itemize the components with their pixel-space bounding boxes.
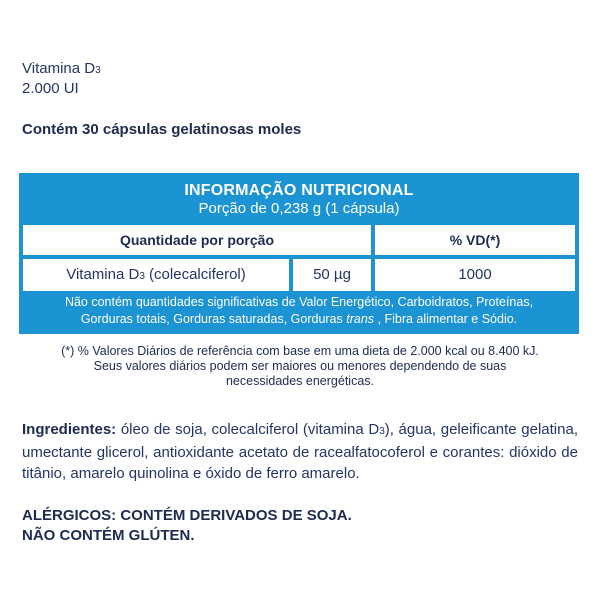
product-name xyxy=(22,60,101,77)
daily-values-note xyxy=(30,344,570,389)
note-line-3: necessidades energéticas. xyxy=(225,374,374,388)
footer-line-1: Não contém quantidades significativas de Valor Energético, Carboidratos, Proteínas, xyxy=(64,295,534,309)
ingredients-label: Ingredientes: xyxy=(22,421,117,438)
ingredients-part-2: ), água, geleificante gelatina, umectante glicerol, antioxidante acetato de racealfatocoferol e corantes: dióxido de titânio, amarelo quinolina e óxido de ferro amarelo. xyxy=(22,421,578,482)
note-line-1: (*) % Valores Diários de referência com base em uma dieta de 2.000 kcal ou 8.400 kJ. xyxy=(61,344,539,358)
header-quantity: Quantidade por porção xyxy=(119,232,274,248)
footer-line-2 xyxy=(19,311,579,328)
note-line-2: Seus valores diários podem ser maiores ou menores dependendo de suas xyxy=(93,359,507,373)
product-name-subscript: 3 xyxy=(95,65,101,76)
product-dose: 2.000 UI xyxy=(22,80,79,97)
nutrition-table xyxy=(23,225,575,291)
nutrient-suffix: (colecalciferol) xyxy=(144,266,246,283)
ingredients-part-1: óleo de soja, colecalciferol (vitamina D xyxy=(116,421,380,438)
allergen-line-1: ALÉRGICOS: CONTÉM DERIVADOS DE SOJA. xyxy=(22,507,352,524)
cell-nutrient xyxy=(23,259,289,291)
header-vd: % VD(*) xyxy=(449,232,501,248)
footer-text: Gorduras totais, Gorduras saturadas, Gorduras xyxy=(80,312,347,326)
table-row xyxy=(23,259,575,291)
product-name-text: Vitamina D xyxy=(22,60,96,77)
ingredients-text xyxy=(22,419,578,484)
allergen-line-2: NÃO CONTÉM GLÚTEN. xyxy=(22,527,195,544)
cell-vd: 1000 xyxy=(458,266,492,283)
footer-italic: trans xyxy=(346,312,375,326)
capsule-count: Contém 30 cápsulas gelatinosas moles xyxy=(22,121,302,138)
nutrient-name: Vitamina D xyxy=(66,266,140,283)
nutrition-facts-panel xyxy=(19,173,579,334)
nutrient-subscript: 3 xyxy=(139,271,145,282)
allergen-warnings xyxy=(22,506,352,546)
panel-header xyxy=(19,181,579,218)
ingredients-subscript: 3 xyxy=(379,426,385,437)
cell-amount: 50 µg xyxy=(313,266,351,283)
panel-title: INFORMAÇÃO NUTRICIONAL xyxy=(184,182,414,199)
panel-footer xyxy=(19,294,579,328)
panel-portion: Porção de 0,238 g (1 cápsula) xyxy=(198,200,400,217)
table-header-row xyxy=(23,225,575,255)
footer-text-end: , Fibra alimentar e Sódio. xyxy=(374,312,518,326)
